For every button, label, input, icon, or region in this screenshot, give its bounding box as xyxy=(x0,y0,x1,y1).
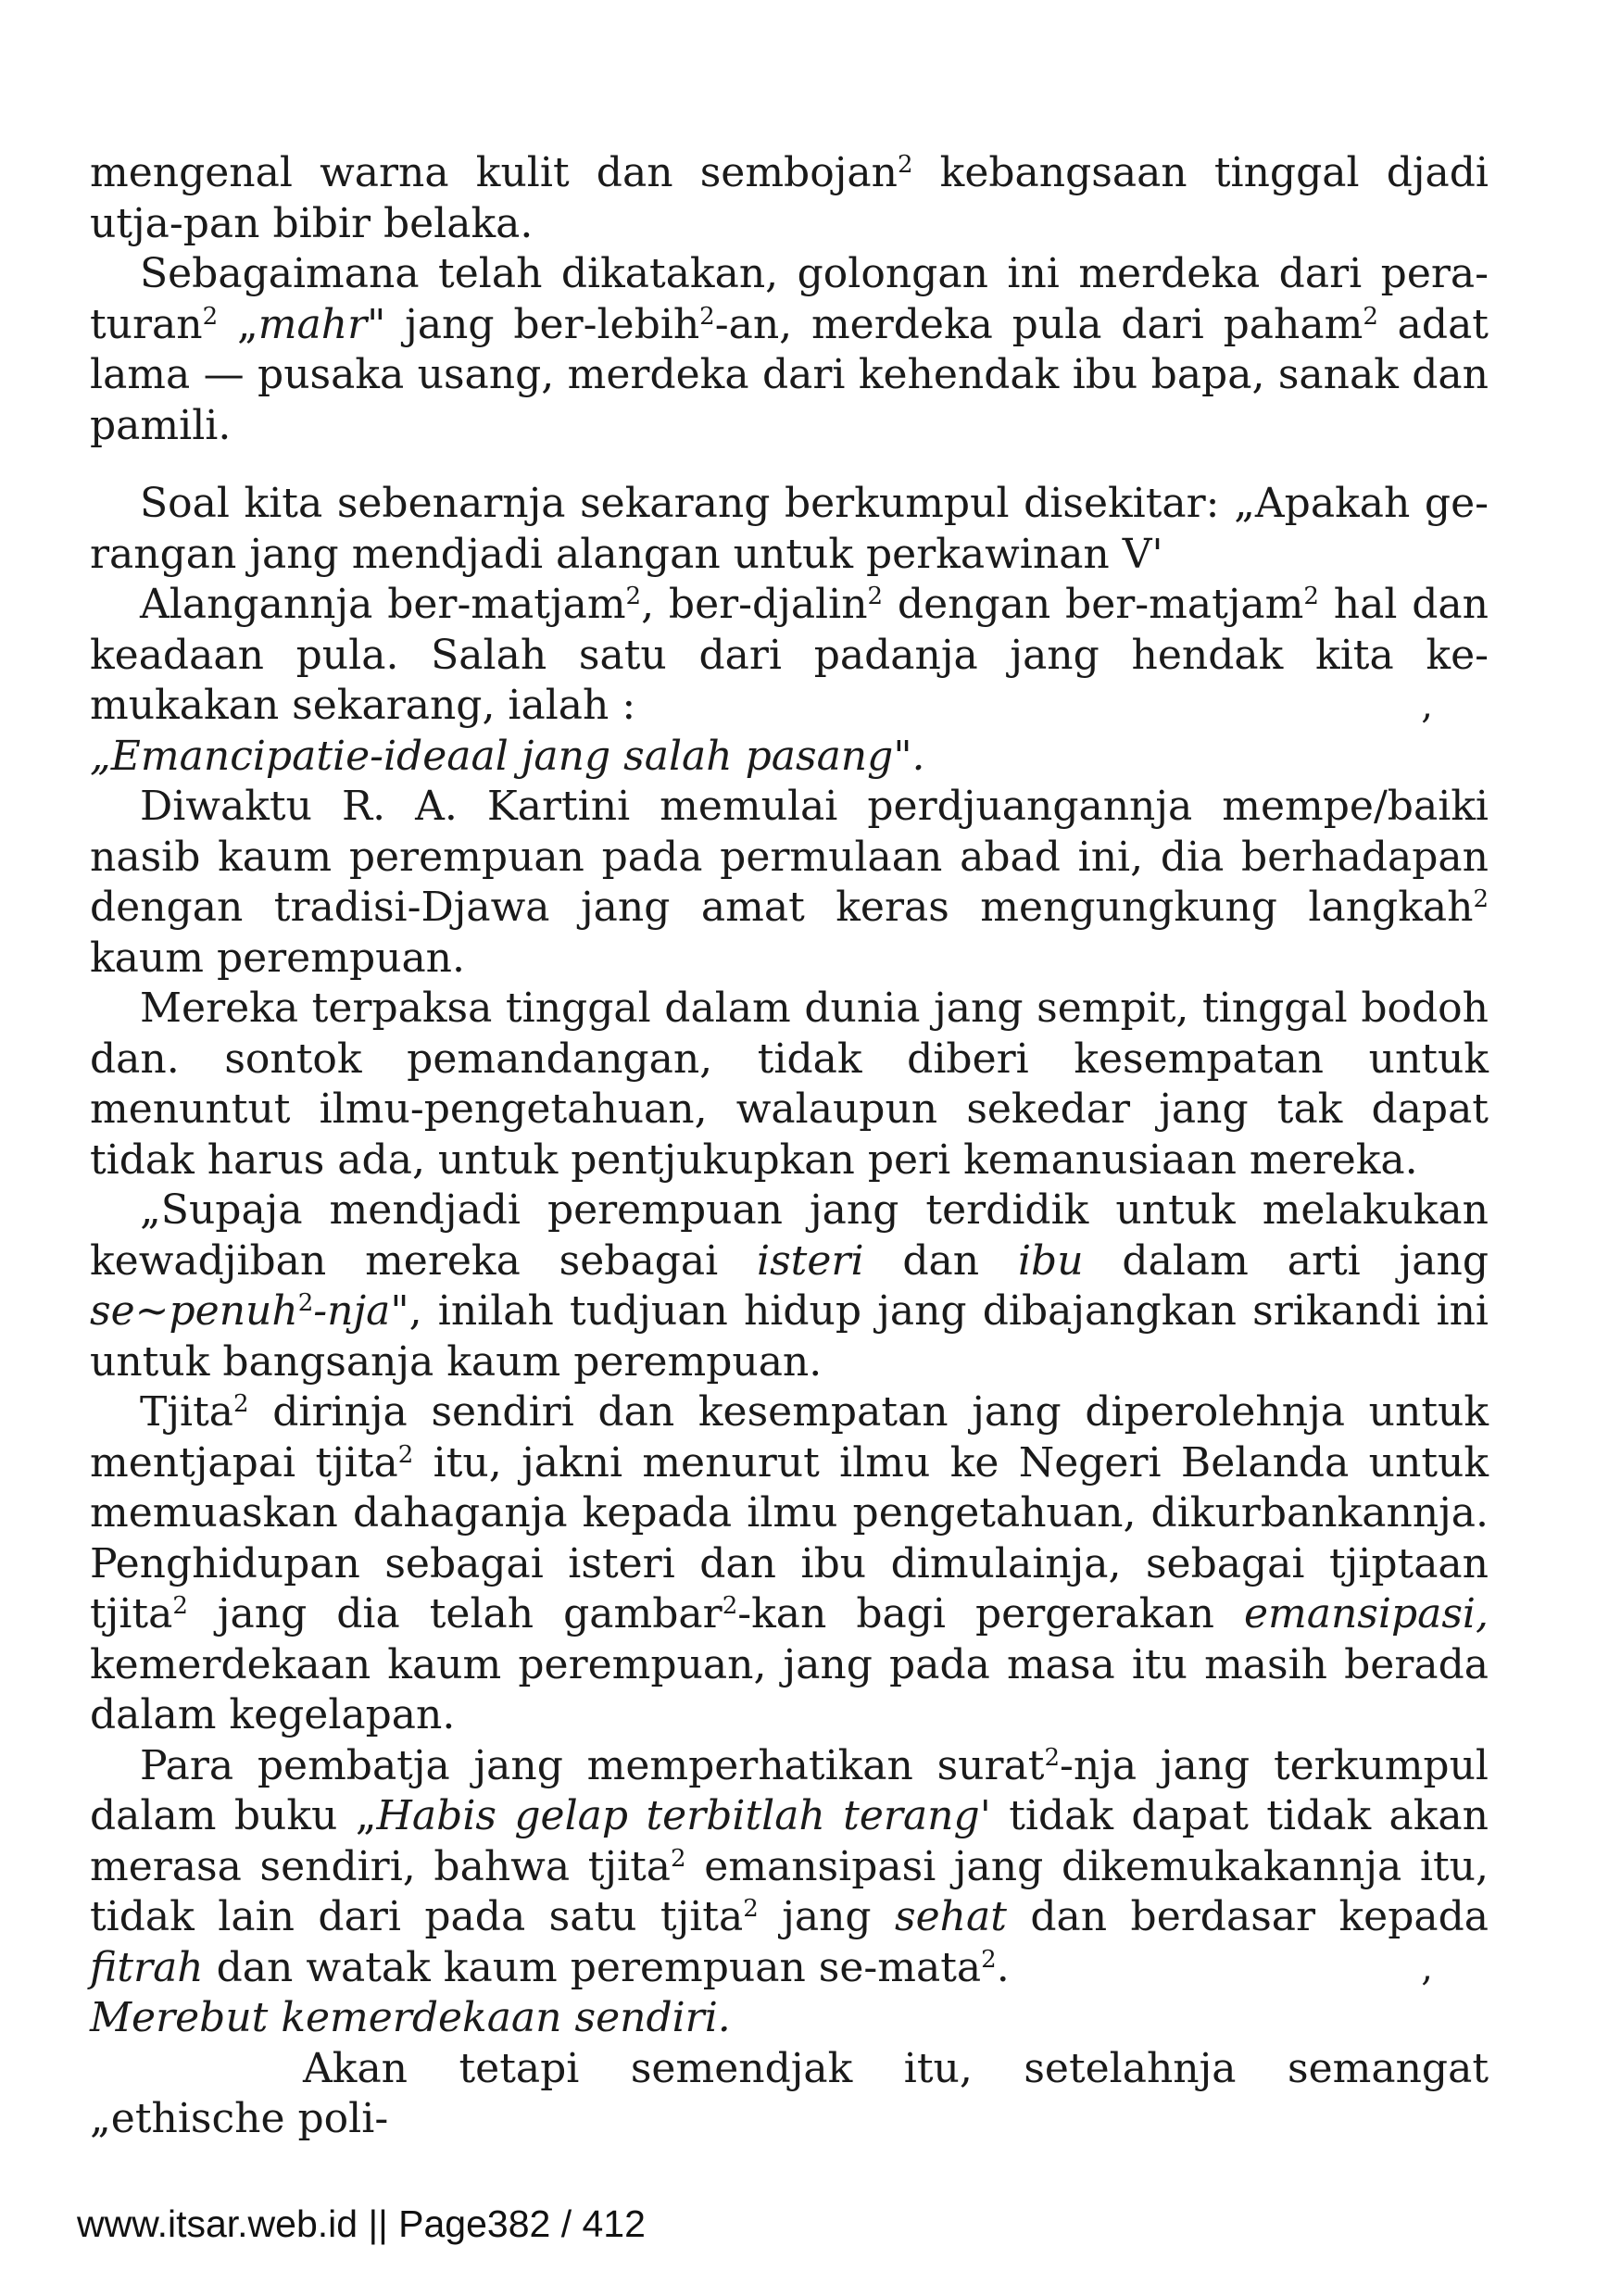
superscript: 2 xyxy=(1303,583,1319,610)
text-run: Soal kita sebenarnja sekarang berkumpul disekitar: „Apakah ge-rangan jang mendjadi alangan untuk perkawinan V' xyxy=(90,480,1489,578)
superscript: 2 xyxy=(897,151,913,179)
paragraph-8 xyxy=(90,1387,1489,1741)
text-run: ' tidak dapat tidak akan merasa sendiri, bahwa tjita xyxy=(90,1792,1489,1890)
superscript: 2 xyxy=(202,302,219,331)
italic-run: mahr xyxy=(258,300,368,348)
paragraph-7 xyxy=(90,1186,1489,1387)
text-run: Diwaktu R. A. Kartini memulai perdjuangannja mempe/baiki nasib kaum perempuan pada permulaan abad ini, dia berhadapan dengan tradisi-Djawa jang amat keras mengungkung langkah xyxy=(90,783,1489,931)
text-run: kemerdekaan kaum perempuan, jang pada masa itu masih berada dalam kegelapan. xyxy=(90,1640,1489,1738)
text-run: itu, jakni menurut ilmu ke Negeri Belanda untuk memuaskan dahaganja kepada ilmu pengetahuan, dikurbankannja. Penghidupan sebagai isteri dan ibu dimulainja, sebagai tjiptaan tjita xyxy=(90,1438,1489,1637)
superscript: 2 xyxy=(867,583,884,610)
paragraph-9 xyxy=(90,1741,1489,1994)
text-run: Sebagaimana telah dikatakan, golongan ini merdeka dari pera-turan xyxy=(90,250,1489,348)
superscript: 2 xyxy=(699,302,715,331)
paragraph-3 xyxy=(90,479,1489,580)
text-run: hal dan keadaan pula. Salah satu dari padanja jang hendak kita ke-mukakan sekarang, ialah : xyxy=(90,581,1489,729)
text-run: Alangannja ber-matjam xyxy=(140,581,626,628)
superscript: 2 xyxy=(1044,1743,1061,1772)
text-run: Akan tetapi semendjak itu, setelahnja semangat „ethische poli- xyxy=(90,2044,1489,2142)
superscript: 2 xyxy=(397,1440,414,1469)
page-body xyxy=(90,148,1489,2145)
paragraph-5 xyxy=(90,782,1489,984)
superscript: 2 xyxy=(172,1592,188,1620)
text-run: dan xyxy=(863,1236,1018,1285)
text-run: emansipasi jang dikemukakannja itu, tidak lain dari pada satu tjita xyxy=(90,1842,1489,1940)
superscript: 2 xyxy=(1363,302,1378,331)
stray-comma-1: , xyxy=(1421,684,1433,727)
text-run: . xyxy=(996,1943,1010,1991)
text-run: jang xyxy=(758,1893,896,1940)
section-heading-merebut xyxy=(90,1993,1489,2044)
text-run: Mereka terpaksa tinggal dalam dunia jang sempit, tinggal bodoh dan. sontok pemandangan, tidak diberi kesempatan untuk menuntut ilmu-pengetahuan, walaupun sekedar jang tak dapat tidak harus ada, untuk pentjukupkan peri kemanusiaan mereka. xyxy=(90,985,1489,1184)
paragraph-4 xyxy=(90,580,1489,732)
superscript: 2 xyxy=(722,1592,738,1620)
text-run: -nja jang terkumpul dalam buku „ xyxy=(90,1741,1489,1839)
italic-run: sehat xyxy=(895,1893,1007,1940)
stray-comma-2: , xyxy=(1421,1946,1433,1989)
text-run: adat lama — pusaka usang, merdeka dari kehendak ibu bapa, sanak dan pamili. xyxy=(90,300,1489,449)
text-run: , ber-djalin xyxy=(641,581,868,628)
paragraph-4-wrap xyxy=(90,580,1489,732)
superscript: 2 xyxy=(232,1390,249,1418)
superscript: 2 xyxy=(297,1289,314,1317)
superscript: 2 xyxy=(625,583,642,610)
section-heading-emancipatie xyxy=(90,732,1489,783)
paragraph-2 xyxy=(90,249,1489,451)
text-run: dan watak kaum perempuan se-mata xyxy=(203,1943,982,1991)
paragraph-1 xyxy=(90,148,1489,249)
text-run: kaum perempuan. xyxy=(90,934,466,982)
text-run: „Supaja mendjadi perempuan jang terdidik untuk melakukan kewadjiban mereka sebagai xyxy=(90,1186,1489,1285)
text-run: „ xyxy=(218,300,258,348)
text-run: ", inilah tudjuan hidup jang dibajangkan srikandi ini untuk bangsanja kaum perempuan. xyxy=(90,1287,1489,1386)
superscript: 2 xyxy=(981,1945,997,1974)
italic-run: ibu xyxy=(1017,1236,1084,1285)
page-footer: www.itsar.web.id || Page382 / 412 xyxy=(77,2202,646,2245)
italic-run: fitrah xyxy=(90,1943,204,1991)
italic-run: „Emancipatie-ideaal jang salah pasang xyxy=(90,732,894,780)
italic-run: se~penuh xyxy=(90,1287,298,1335)
italic-run: Merebut kemerdekaan sendiri. xyxy=(90,1994,731,2041)
paragraph-6 xyxy=(90,984,1489,1186)
text-run: dengan ber-matjam xyxy=(883,581,1304,628)
text-run: dalam arti jang xyxy=(1083,1236,1489,1285)
paragraph-9-wrap xyxy=(90,1741,1489,1994)
text-run: kebangsaan tinggal djadi utja-pan bibir belaka. xyxy=(90,149,1489,247)
superscript: 2 xyxy=(743,1895,759,1923)
paragraph-10 xyxy=(90,2044,1489,2145)
text-run: Tjita xyxy=(140,1388,233,1436)
text-run: mengenal warna kulit dan sembojan xyxy=(90,149,898,196)
text-run: -kan bagi pergerakan xyxy=(737,1590,1244,1637)
text-run: " jang ber-lebih xyxy=(367,300,700,348)
text-run: dirinja sendiri dan kesempatan jang diperolehnja untuk mentjapai tjita xyxy=(90,1388,1489,1487)
italic-run: -nja xyxy=(313,1287,391,1335)
text-run: jang dia telah gambar xyxy=(187,1590,723,1637)
italic-run: emansipasi, xyxy=(1243,1590,1489,1637)
text-run: -an, merdeka pula dari paham xyxy=(714,300,1363,348)
italic-run: Habis gelap terbitlah terang xyxy=(376,1792,980,1839)
superscript: 2 xyxy=(1473,885,1489,913)
text-run: Para pembatja jang memperhatikan surat xyxy=(140,1741,1045,1789)
superscript: 2 xyxy=(671,1844,686,1873)
text-run: ". xyxy=(893,732,925,780)
italic-run: isteri xyxy=(757,1236,864,1285)
text-run: dan berdasar kepada xyxy=(1006,1893,1489,1940)
